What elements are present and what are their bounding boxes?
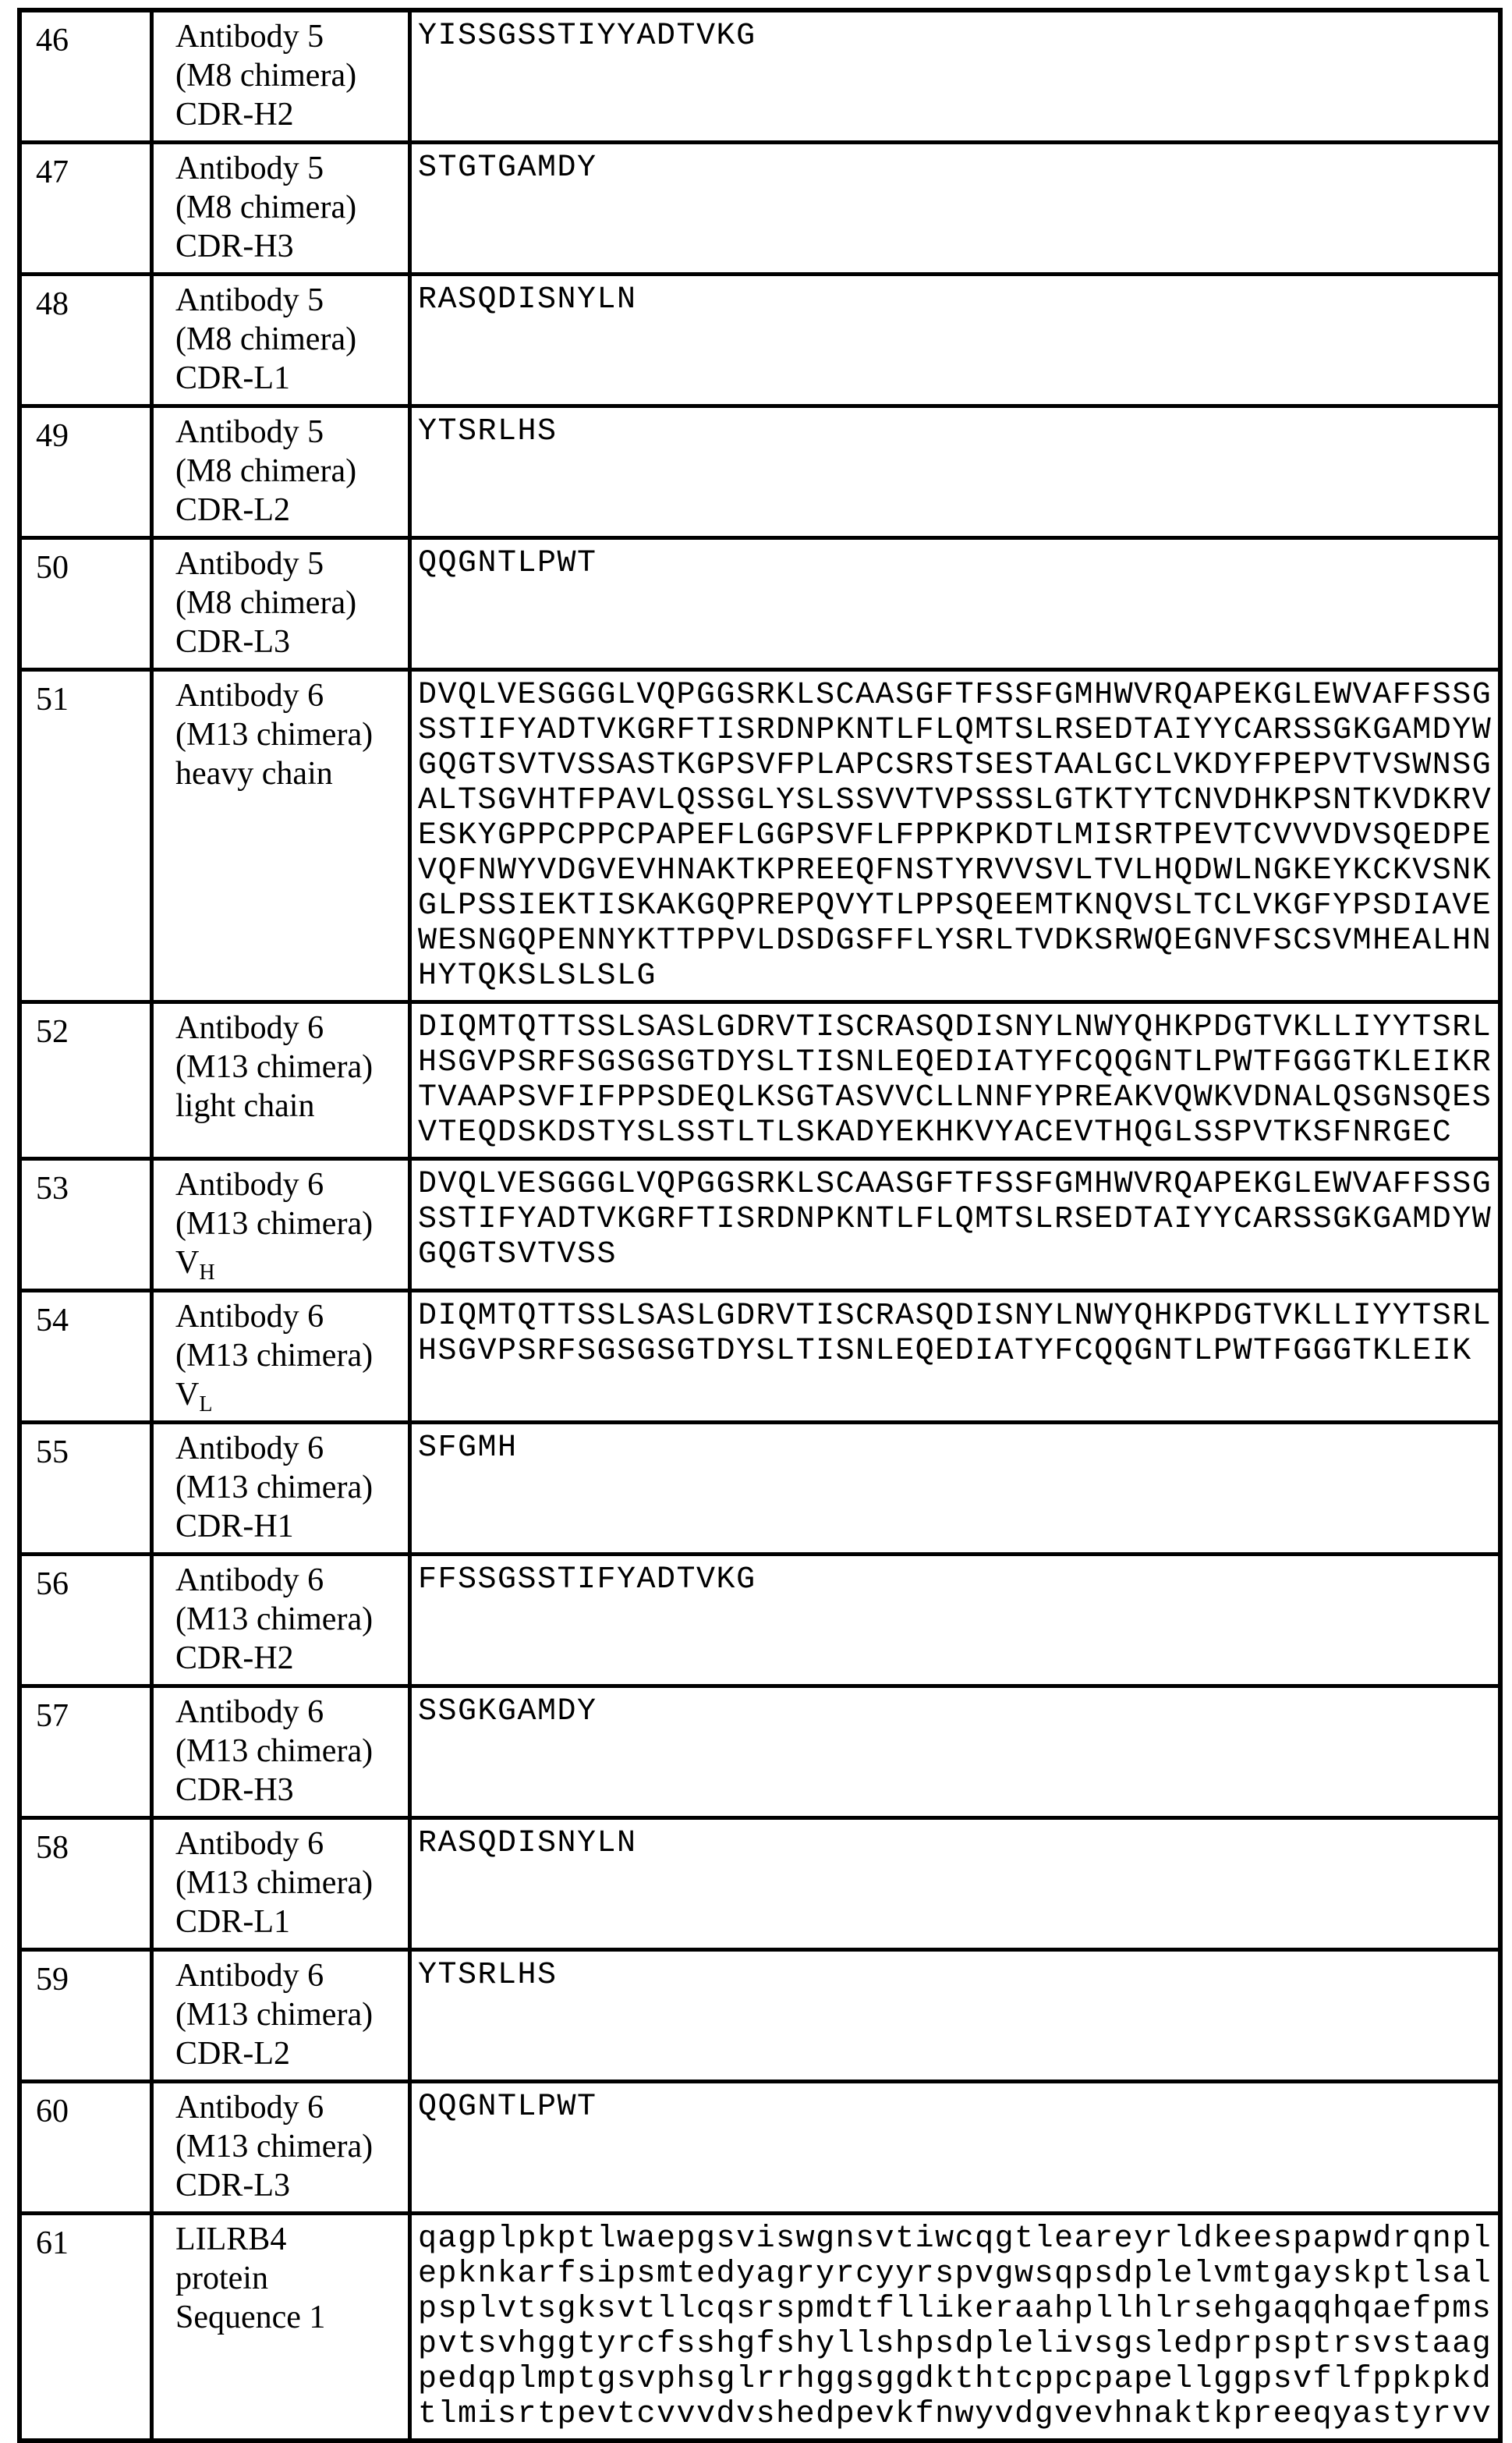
sequence-line: SSTIFYADTVKGRFTISRDNPKNTLFLQMTSLRSEDTAIYYCARSSGKGAMDYW [418, 1202, 1493, 1237]
description-text: (M13 chimera) [175, 1733, 374, 1769]
description-line [175, 2088, 408, 2127]
table-row-seq-59 [22, 1952, 1498, 2083]
sequence-line: DVQLVESGGGLVQPGGSRKLSCAASGFTFSSFGMHWVRQAPEKGLEWVAFFSSG [418, 678, 1493, 713]
description-line [175, 1693, 408, 1732]
description-line [175, 2259, 408, 2298]
seq-id-cell: 55 [22, 1424, 154, 1552]
description-line [175, 583, 408, 622]
sequence-listing-table [17, 8, 1503, 2443]
description-cell [154, 540, 412, 668]
sequence-cell [412, 1556, 1498, 1684]
description-subscript: L [199, 1392, 213, 1417]
seq-id-cell: 53 [22, 1161, 154, 1289]
description-cell [154, 1004, 412, 1157]
table-row-seq-58 [22, 1820, 1498, 1952]
sequence-line: pedqplmptgsvphsglrrhggsggdkthtcppcpapellggpsvflfppkpkd [418, 2362, 1493, 2397]
description-text: Antibody 6 [175, 1167, 324, 1203]
description-text: CDR-H3 [175, 1772, 294, 1808]
sequence-line: GQGTSVTVSS [418, 1237, 618, 1272]
sequence-cell [412, 1292, 1498, 1420]
sequence-line: QQGNTLPWT [418, 546, 597, 581]
description-text: Antibody 6 [175, 1694, 324, 1730]
description-line [175, 2127, 408, 2166]
description-line [175, 95, 408, 134]
sequence-line: pvtsvhggtyrcfsshgfshyllshpsdplelivsgsledprpsptrsvstaag [418, 2327, 1493, 2362]
description-line [175, 2298, 408, 2337]
sequence-line: GLPSSIEKTISKAKGQPREPQVYTLPPSQEEMTKNQVSLTCLVKGFYPSDIAVE [418, 888, 1493, 924]
table-row-seq-55 [22, 1424, 1498, 1556]
table-row-seq-57 [22, 1688, 1498, 1820]
description-cell [154, 1424, 412, 1552]
description-text: Antibody 6 [175, 1958, 324, 1994]
description-line [175, 1507, 408, 1546]
sequence-line: TVAAPSVFIFPPSDEQLKSGTASVVCLLNNFYPREAKVQWKVDNALQSGNSQES [418, 1080, 1493, 1115]
description-line [175, 227, 408, 266]
description-text: (M8 chimera) [175, 585, 357, 621]
description-line [175, 544, 408, 583]
description-text: Antibody 5 [175, 414, 324, 450]
description-text: CDR-L1 [175, 360, 290, 396]
seq-id-cell: 46 [22, 12, 154, 140]
sequence-line: psplvtsgksvtllcqsrspmdtfllikeraahpllhlrsehgaqqhqaefpms [418, 2292, 1493, 2327]
description-text: (M13 chimera) [175, 1865, 374, 1901]
table-row-seq-47 [22, 144, 1498, 276]
description-cell [154, 1820, 412, 1948]
description-line [175, 56, 408, 95]
description-line [175, 2034, 408, 2073]
description-line [175, 1009, 408, 1048]
table-row-seq-52 [22, 1004, 1498, 1161]
table-row-seq-50 [22, 540, 1498, 672]
description-text: CDR-L2 [175, 492, 290, 528]
description-line [175, 754, 408, 793]
table-row-seq-56 [22, 1556, 1498, 1688]
sequence-line: SSTIFYADTVKGRFTISRDNPKNTLFLQMTSLRSEDTAIYYCARSSGKGAMDYW [418, 713, 1493, 748]
description-text: CDR-H1 [175, 1509, 294, 1544]
description-line [175, 1561, 408, 1600]
description-line [175, 1243, 408, 1285]
description-text: Antibody 6 [175, 678, 324, 714]
description-line [175, 1375, 408, 1417]
description-line [175, 1639, 408, 1678]
description-cell [154, 672, 412, 1000]
description-line [175, 1956, 408, 1995]
description-text: Antibody 5 [175, 19, 324, 55]
description-line [175, 320, 408, 359]
description-text: Antibody 6 [175, 1431, 324, 1466]
description-text: Antibody 5 [175, 151, 324, 186]
description-line [175, 1863, 408, 1902]
description-text: (M13 chimera) [175, 1997, 374, 2033]
description-line [175, 1468, 408, 1507]
description-cell [154, 1688, 412, 1816]
description-line [175, 491, 408, 530]
seq-id-cell: 52 [22, 1004, 154, 1157]
sequence-cell [412, 144, 1498, 272]
description-text: Antibody 6 [175, 1010, 324, 1046]
sequence-line: HSGVPSRFSGSGSGTDYSLTISNLEQEDIATYFCQQGNTLPWTFGGGTKLEIK [418, 1334, 1472, 1369]
sequence-cell [412, 2083, 1498, 2211]
sequence-line: SFGMH [418, 1431, 518, 1466]
description-text: heavy chain [175, 756, 333, 792]
description-line [175, 715, 408, 754]
description-cell [154, 408, 412, 536]
description-line [175, 359, 408, 398]
description-text: (M8 chimera) [175, 453, 357, 489]
sequence-cell [412, 1424, 1498, 1552]
description-line [175, 17, 408, 56]
seq-id-cell: 48 [22, 276, 154, 404]
table-row-seq-46 [22, 12, 1498, 144]
description-text: CDR-L1 [175, 1904, 290, 1940]
seq-id-cell: 60 [22, 2083, 154, 2211]
seq-id-cell: 61 [22, 2215, 154, 2438]
description-line [175, 1995, 408, 2034]
description-cell [154, 1292, 412, 1420]
description-text: (M8 chimera) [175, 190, 357, 225]
sequence-line: RASQDISNYLN [418, 1826, 637, 1861]
sequence-line: HYTQKSLSLSLG [418, 959, 657, 994]
sequence-line: GQGTSVTVSSASTKGPSVFPLAPCSRSTSESTAALGCLVKDYFPEPVTVSWNSG [418, 748, 1493, 783]
sequence-line: VQFNWYVDGVEVHNAKTKPREEQFNSTYRVVSVLTVLHQDWLNGKEYKCKVSNK [418, 853, 1493, 888]
description-text: CDR-H3 [175, 229, 294, 264]
description-text: (M13 chimera) [175, 1470, 374, 1505]
sequence-line: RASQDISNYLN [418, 282, 637, 317]
sequence-line: VTEQDSKDSTYSLSSTLTLSKADYEKHKVYACEVTHQGLSSPVTKSFNRGEC [418, 1115, 1453, 1151]
sequence-line: FFSSGSSTIFYADTVKG [418, 1562, 756, 1597]
description-text: LILRB4 [175, 2221, 287, 2257]
description-text: CDR-L3 [175, 2168, 290, 2204]
table-row-seq-49 [22, 408, 1498, 540]
sequence-cell [412, 408, 1498, 536]
sequence-line: DIQMTQTTSSLSASLGDRVTISCRASQDISNYLNWYQHKPDGTVKLLIYYTSRL [418, 1010, 1493, 1045]
description-text: (M13 chimera) [175, 1338, 374, 1374]
description-text: (M13 chimera) [175, 1601, 374, 1637]
description-text: Antibody 5 [175, 546, 324, 582]
sequence-cell [412, 1161, 1498, 1289]
description-line [175, 622, 408, 661]
description-text: Antibody 6 [175, 1562, 324, 1598]
description-text: Antibody 6 [175, 1299, 324, 1335]
seq-id-cell: 50 [22, 540, 154, 668]
table-row-seq-53 [22, 1161, 1498, 1292]
description-text: V [175, 1245, 200, 1281]
seq-id-cell: 54 [22, 1292, 154, 1420]
seq-id-cell: 47 [22, 144, 154, 272]
description-cell [154, 2215, 412, 2438]
description-cell [154, 144, 412, 272]
sequence-line: SSGKGAMDY [418, 1694, 597, 1729]
description-line [175, 1204, 408, 1243]
sequence-cell [412, 540, 1498, 668]
description-line [175, 676, 408, 715]
sequence-cell [412, 12, 1498, 140]
seq-id-cell: 56 [22, 1556, 154, 1684]
sequence-cell [412, 2215, 1498, 2438]
description-line [175, 1824, 408, 1863]
description-line [175, 2220, 408, 2259]
sequence-line: HSGVPSRFSGSGSGTDYSLTISNLEQEDIATYFCQQGNTLPWTFGGGTKLEIKR [418, 1045, 1493, 1080]
description-line [175, 188, 408, 227]
description-text: (M13 chimera) [175, 1206, 374, 1242]
description-text: (M13 chimera) [175, 1049, 374, 1085]
sequence-cell [412, 1004, 1498, 1157]
description-line [175, 1087, 408, 1126]
description-line [175, 1902, 408, 1941]
sequence-line: DIQMTQTTSSLSASLGDRVTISCRASQDISNYLNWYQHKPDGTVKLLIYYTSRL [418, 1299, 1493, 1334]
description-text: (M8 chimera) [175, 58, 357, 94]
description-cell [154, 1161, 412, 1289]
description-line [175, 1048, 408, 1087]
sequence-line: qagplpkptlwaepgsviswgnsvtiwcqgtleareyrldkeespapwdrqnpl [418, 2221, 1493, 2257]
seq-id-cell: 57 [22, 1688, 154, 1816]
description-line [175, 413, 408, 452]
description-line [175, 1297, 408, 1336]
description-cell [154, 2083, 412, 2211]
description-line [175, 2166, 408, 2205]
description-cell [154, 1952, 412, 2080]
sequence-line: YTSRLHS [418, 1958, 558, 1993]
description-cell [154, 12, 412, 140]
sequence-cell [412, 276, 1498, 404]
sequence-cell [412, 1952, 1498, 2080]
description-subscript: H [199, 1261, 215, 1285]
description-line [175, 1165, 408, 1204]
seq-id-cell: 59 [22, 1952, 154, 2080]
table-row-seq-60 [22, 2083, 1498, 2215]
table-row-seq-51 [22, 672, 1498, 1004]
description-line [175, 1771, 408, 1810]
description-text: (M8 chimera) [175, 321, 357, 357]
description-text: (M13 chimera) [175, 2129, 374, 2165]
description-line [175, 452, 408, 491]
table-row-seq-48 [22, 276, 1498, 408]
description-text: protein [175, 2260, 268, 2296]
description-text: CDR-H2 [175, 1640, 294, 1676]
table-row-seq-61 [22, 2215, 1498, 2438]
sequence-line: QQGNTLPWT [418, 2090, 597, 2125]
description-line [175, 149, 408, 188]
seq-id-cell: 49 [22, 408, 154, 536]
sequence-line: YISSGSSTIYYADTVKG [418, 19, 756, 54]
sequence-line: ESKYGPPCPPCPAPEFLGGPSVFLFPPKPKDTLMISRTPEVTCVVVDVSQEDPE [418, 818, 1493, 853]
table-row-seq-54 [22, 1292, 1498, 1424]
sequence-line: DVQLVESGGGLVQPGGSRKLSCAASGFTFSSFGMHWVRQAPEKGLEWVAFFSSG [418, 1167, 1493, 1202]
description-line [175, 281, 408, 320]
description-cell [154, 1556, 412, 1684]
description-text: CDR-L3 [175, 624, 290, 660]
sequence-line: YTSRLHS [418, 414, 558, 449]
seq-id-cell: 51 [22, 672, 154, 1000]
description-line [175, 1732, 408, 1771]
sequence-cell [412, 1688, 1498, 1816]
sequence-line: ALTSGVHTFPAVLQSSGLYSLSSVVTVPSSSLGTKTYTCNVDHKPSNTKVDKRV [418, 783, 1493, 818]
description-text: V [175, 1377, 200, 1413]
sequence-line: STGTGAMDY [418, 151, 597, 186]
description-line [175, 1336, 408, 1375]
sequence-cell [412, 1820, 1498, 1948]
sequence-line: epknkarfsipsmtedyagryrcyyrspvgwsqpsdplelvmtgayskptlsal [418, 2257, 1493, 2292]
description-line [175, 1600, 408, 1639]
description-text: CDR-H2 [175, 97, 294, 133]
description-text: light chain [175, 1088, 315, 1124]
description-text: (M13 chimera) [175, 717, 374, 753]
sequence-cell [412, 672, 1498, 1000]
sequence-line: tlmisrtpevtcvvvdvshedpevkfnwyvdgvevhnaktkpreeqyastyrvv [418, 2397, 1493, 2432]
description-text: CDR-L2 [175, 2036, 290, 2072]
sequence-line: WESNGQPENNYKTTPPVLDSDGSFFLYSRLTVDKSRWQEGNVFSCSVMHEALHN [418, 924, 1493, 959]
description-text: Antibody 6 [175, 2090, 324, 2126]
description-line [175, 1429, 408, 1468]
description-cell [154, 276, 412, 404]
seq-id-cell: 58 [22, 1820, 154, 1948]
description-text: Antibody 6 [175, 1826, 324, 1862]
description-text: Sequence 1 [175, 2299, 326, 2335]
description-text: Antibody 5 [175, 282, 324, 318]
